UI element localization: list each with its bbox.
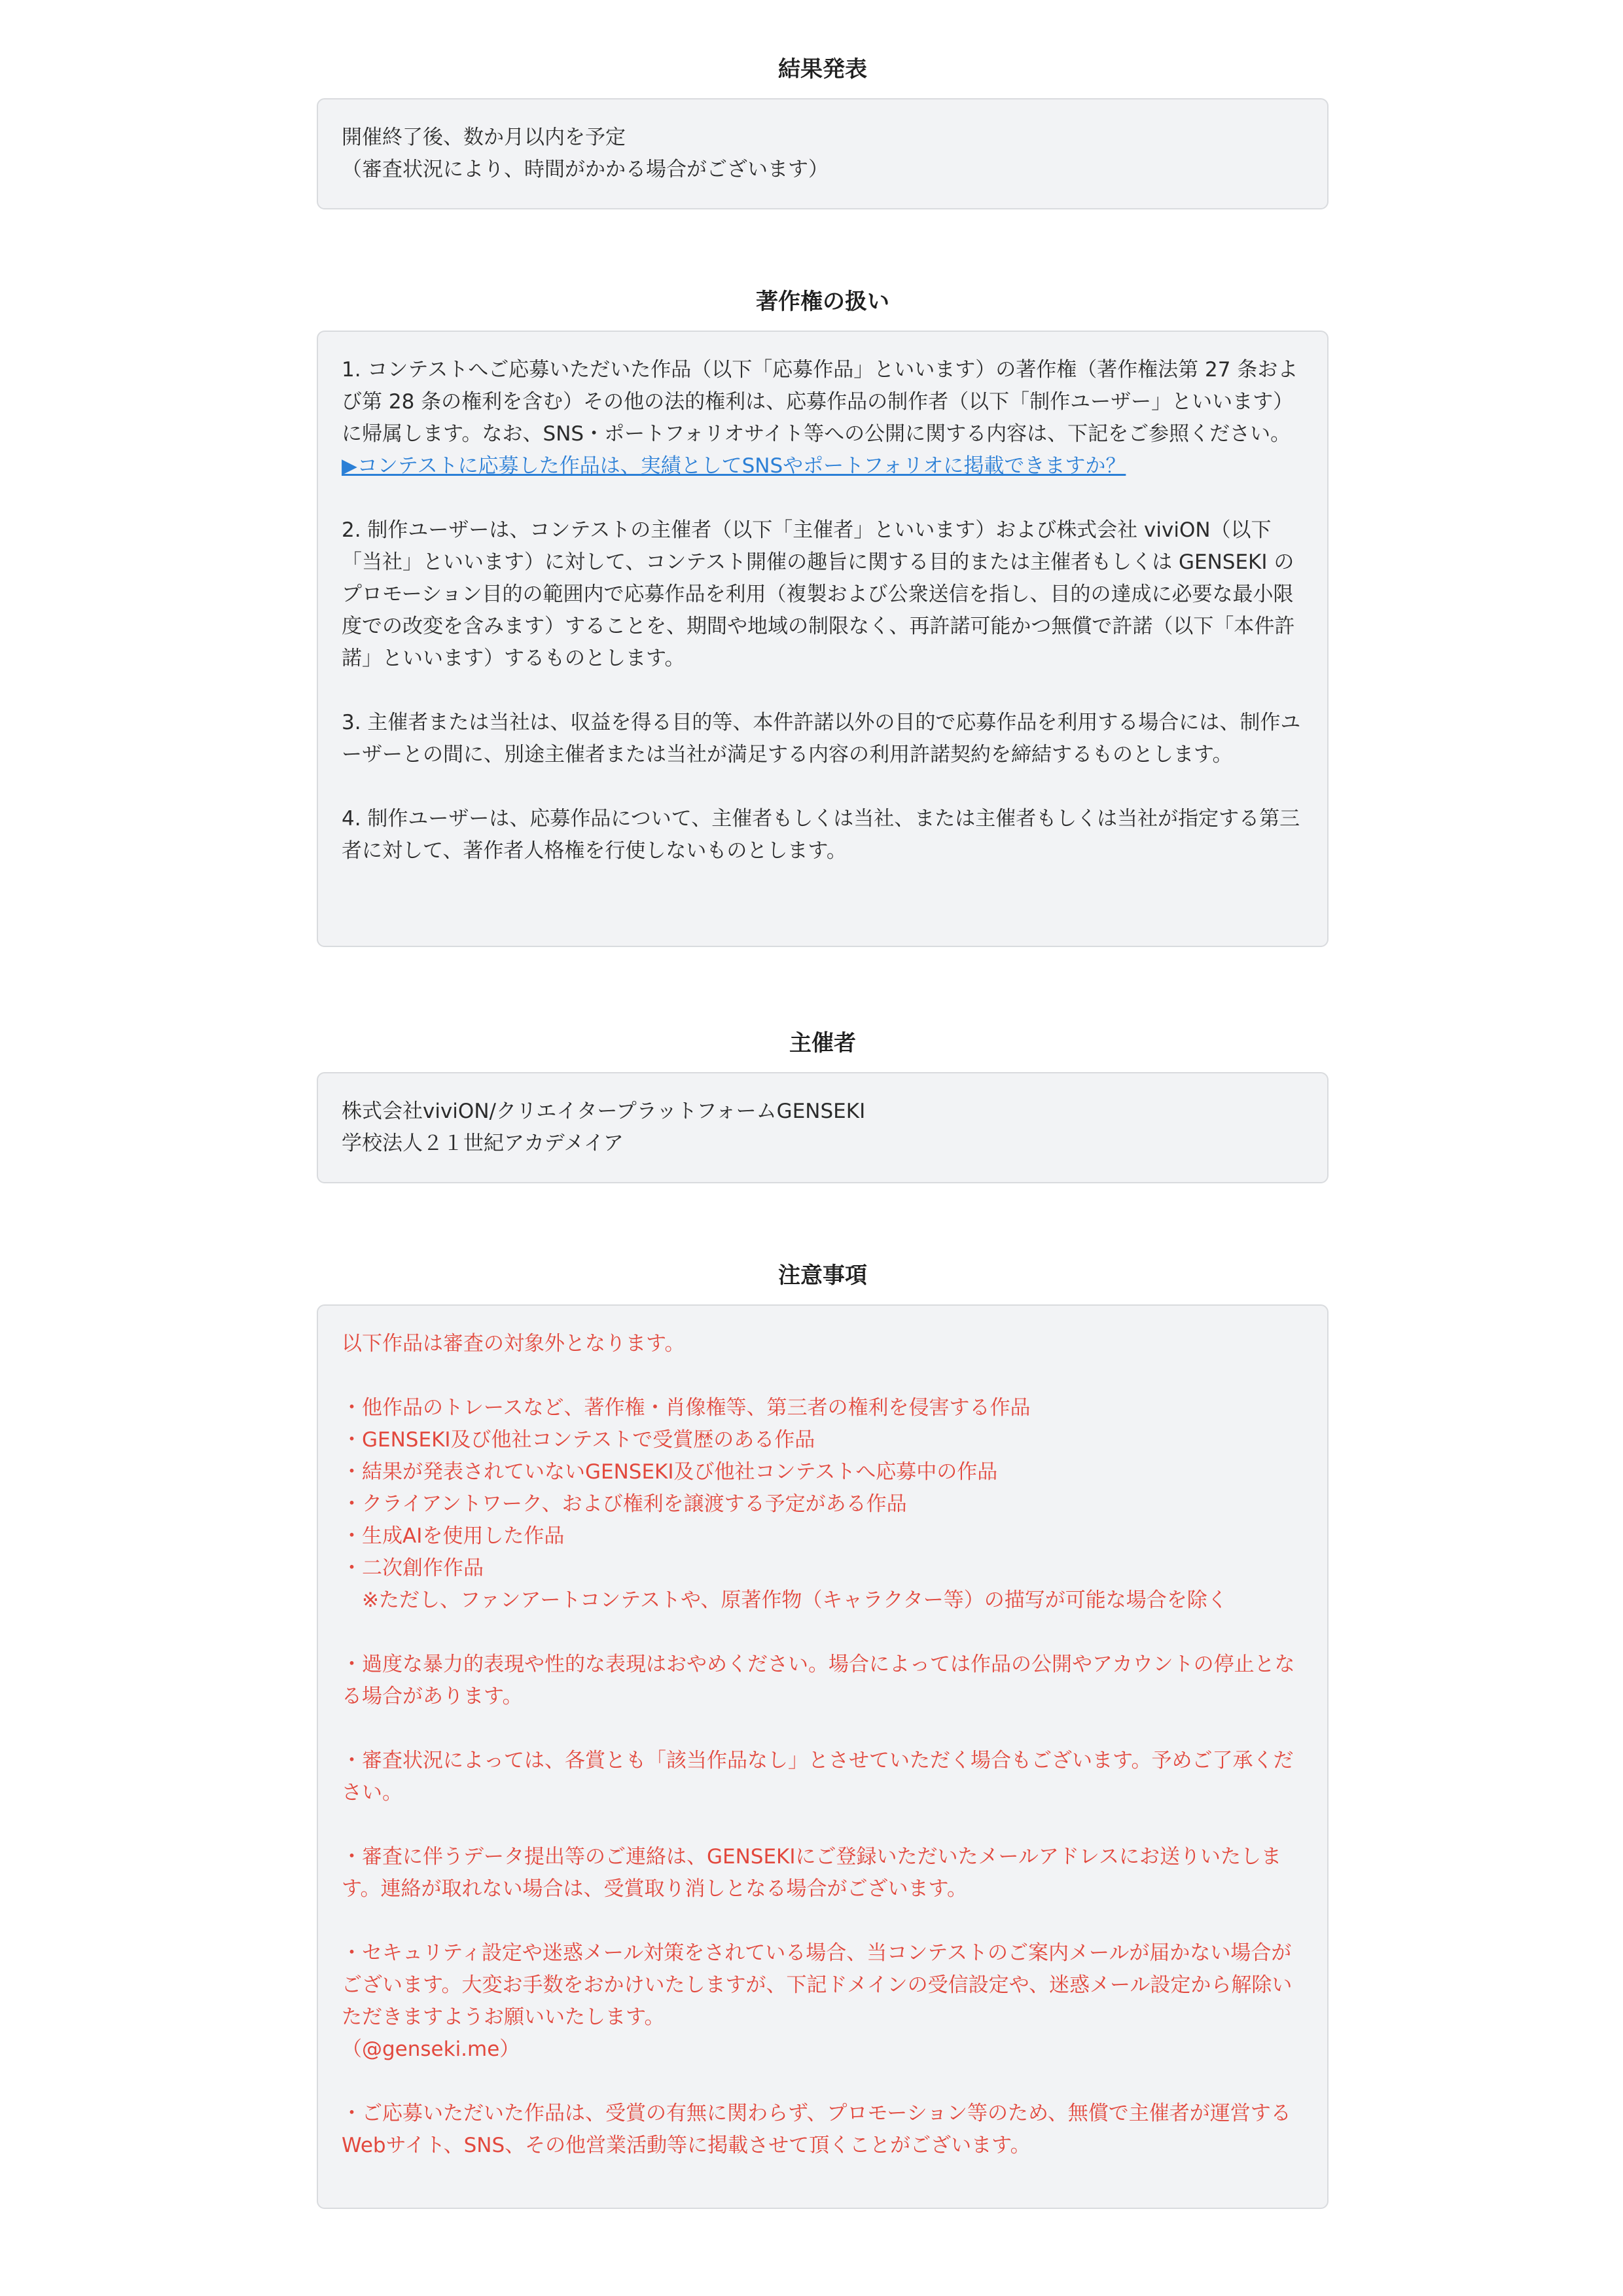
copyright-clause-1: 1. コンテストへご応募いただいた作品（以下「応募作品」といいます）の著作権（著作権法第 27 条および第 28 条の権利を含む）その他の法的権利は、応募作品の制作者（以下「制作ユーザー」といいます）に帰属します。なお、SNS・ポートフォリオサイト等への公開に関する内容は、下記をご参照ください。 <box>342 358 1298 446</box>
results-title: 結果発表 <box>778 56 867 82</box>
organizer-line: 学校法人２１世紀アカデメイア <box>342 1132 624 1155</box>
organizer-box <box>317 1072 1329 1183</box>
excluded-item: ・生成AIを使用した作品 <box>342 1524 565 1548</box>
copyright-clause-4: 4. 制作ユーザーは、応募作品について、主催者もしくは当社、または主催者もしくは当社が指定する第三者に対して、著作者人格権を行使しないものとします。 <box>342 807 1300 863</box>
portfolio-faq-link[interactable]: ▶コンテストに応募した作品は、実績としてSNSやポートフォリオに掲載できますか？ <box>342 454 1126 478</box>
results-line: 開催終了後、数か月以内を予定 <box>342 126 626 149</box>
note-publish: ・ご応募いただいた作品は、受賞の有無に関わらず、プロモーション等のため、無償で主催者が運営するWebサイト、SNS、その他営業活動等に掲載させて頂くことがございます。 <box>342 2102 1291 2157</box>
mail-domain: （@genseki.me） <box>342 2037 520 2061</box>
copyright-title: 著作権の扱い <box>756 289 889 315</box>
copyright-clause-2: 2. 制作ユーザーは、コンテストの主催者（以下「主催者」といいます）および株式会社 viviON（以下「当社」といいます）に対して、コンテスト開催の趣旨に関する目的または主催者もしくは GENSEKI のプロモーション目的の範囲内で応募作品を利用（複製および公衆送信を指し、目的の達成に必要な最小限度での改変を含みます）することを、期間や地域の制限なく、再許諾可能かつ無償で許諾（以下「本件許諾」といいます）するものとします。 <box>342 518 1295 670</box>
notes-title: 注意事項 <box>778 1263 867 1289</box>
copyright-box <box>317 331 1329 947</box>
results-box <box>317 98 1329 209</box>
organizer-section <box>317 1028 1329 1155</box>
excluded-item: ・GENSEKI及び他社コンテストで受賞歴のある作品 <box>342 1428 815 1452</box>
results-section <box>317 54 1329 181</box>
organizer-title: 主催者 <box>789 1030 856 1056</box>
excluded-item: ・結果が発表されていないGENSEKI及び他社コンテストへ応募中の作品 <box>342 1460 998 1484</box>
notes-section <box>317 1260 1329 2157</box>
excluded-item: ・他作品のトレースなど、著作権・肖像権等、第三者の権利を侵害する作品 <box>342 1396 1031 1420</box>
note-no-winner: ・審査状況によっては、各賞とも「該当作品なし」とさせていただく場合もございます。予めご了承ください。 <box>342 1749 1294 1804</box>
organizer-line: 株式会社viviON/クリエイタープラットフォームGENSEKI <box>342 1100 866 1123</box>
note-security: ・セキュリティ設定や迷惑メール対策をされている場合、当コンテストのご案内メールが届かない場合がございます。大変お手数をおかけいたしますが、下記ドメインの受信設定や、迷惑メール設定から解除いただきますようお願いいたします。 <box>342 1941 1293 2029</box>
copyright-clause-3: 3. 主催者または当社は、収益を得る目的等、本件許諾以外の目的で応募作品を利用する場合には、制作ユーザーとの間に、別途主催者または当社が満足する内容の利用許諾契約を締結するものとします。 <box>342 711 1301 766</box>
results-line: （審査状況により、時間がかかる場合がございます） <box>342 158 829 181</box>
fanart-exception: ※ただし、ファンアートコンテストや、原著作物（キャラクター等）の描写が可能な場合を除く <box>342 1588 1228 1612</box>
excluded-item: ・二次創作作品 <box>342 1556 484 1580</box>
note-contact: ・審査に伴うデータ提出等のご連絡は、GENSEKIにご登録いただいたメールアドレスにお送りいたします。連絡が取れない場合は、受賞取り消しとなる場合がございます。 <box>342 1845 1281 1901</box>
notes-intro: 以下作品は審査の対象外となります。 <box>342 1332 685 1355</box>
excluded-item: ・クライアントワーク、および権利を譲渡する予定がある作品 <box>342 1492 907 1516</box>
copyright-section <box>317 286 1329 863</box>
notes-box <box>317 1304 1329 2209</box>
note-violence: ・過度な暴力的表現や性的な表現はおやめください。場合によっては作品の公開やアカウントの停止となる場合があります。 <box>342 1653 1295 1708</box>
